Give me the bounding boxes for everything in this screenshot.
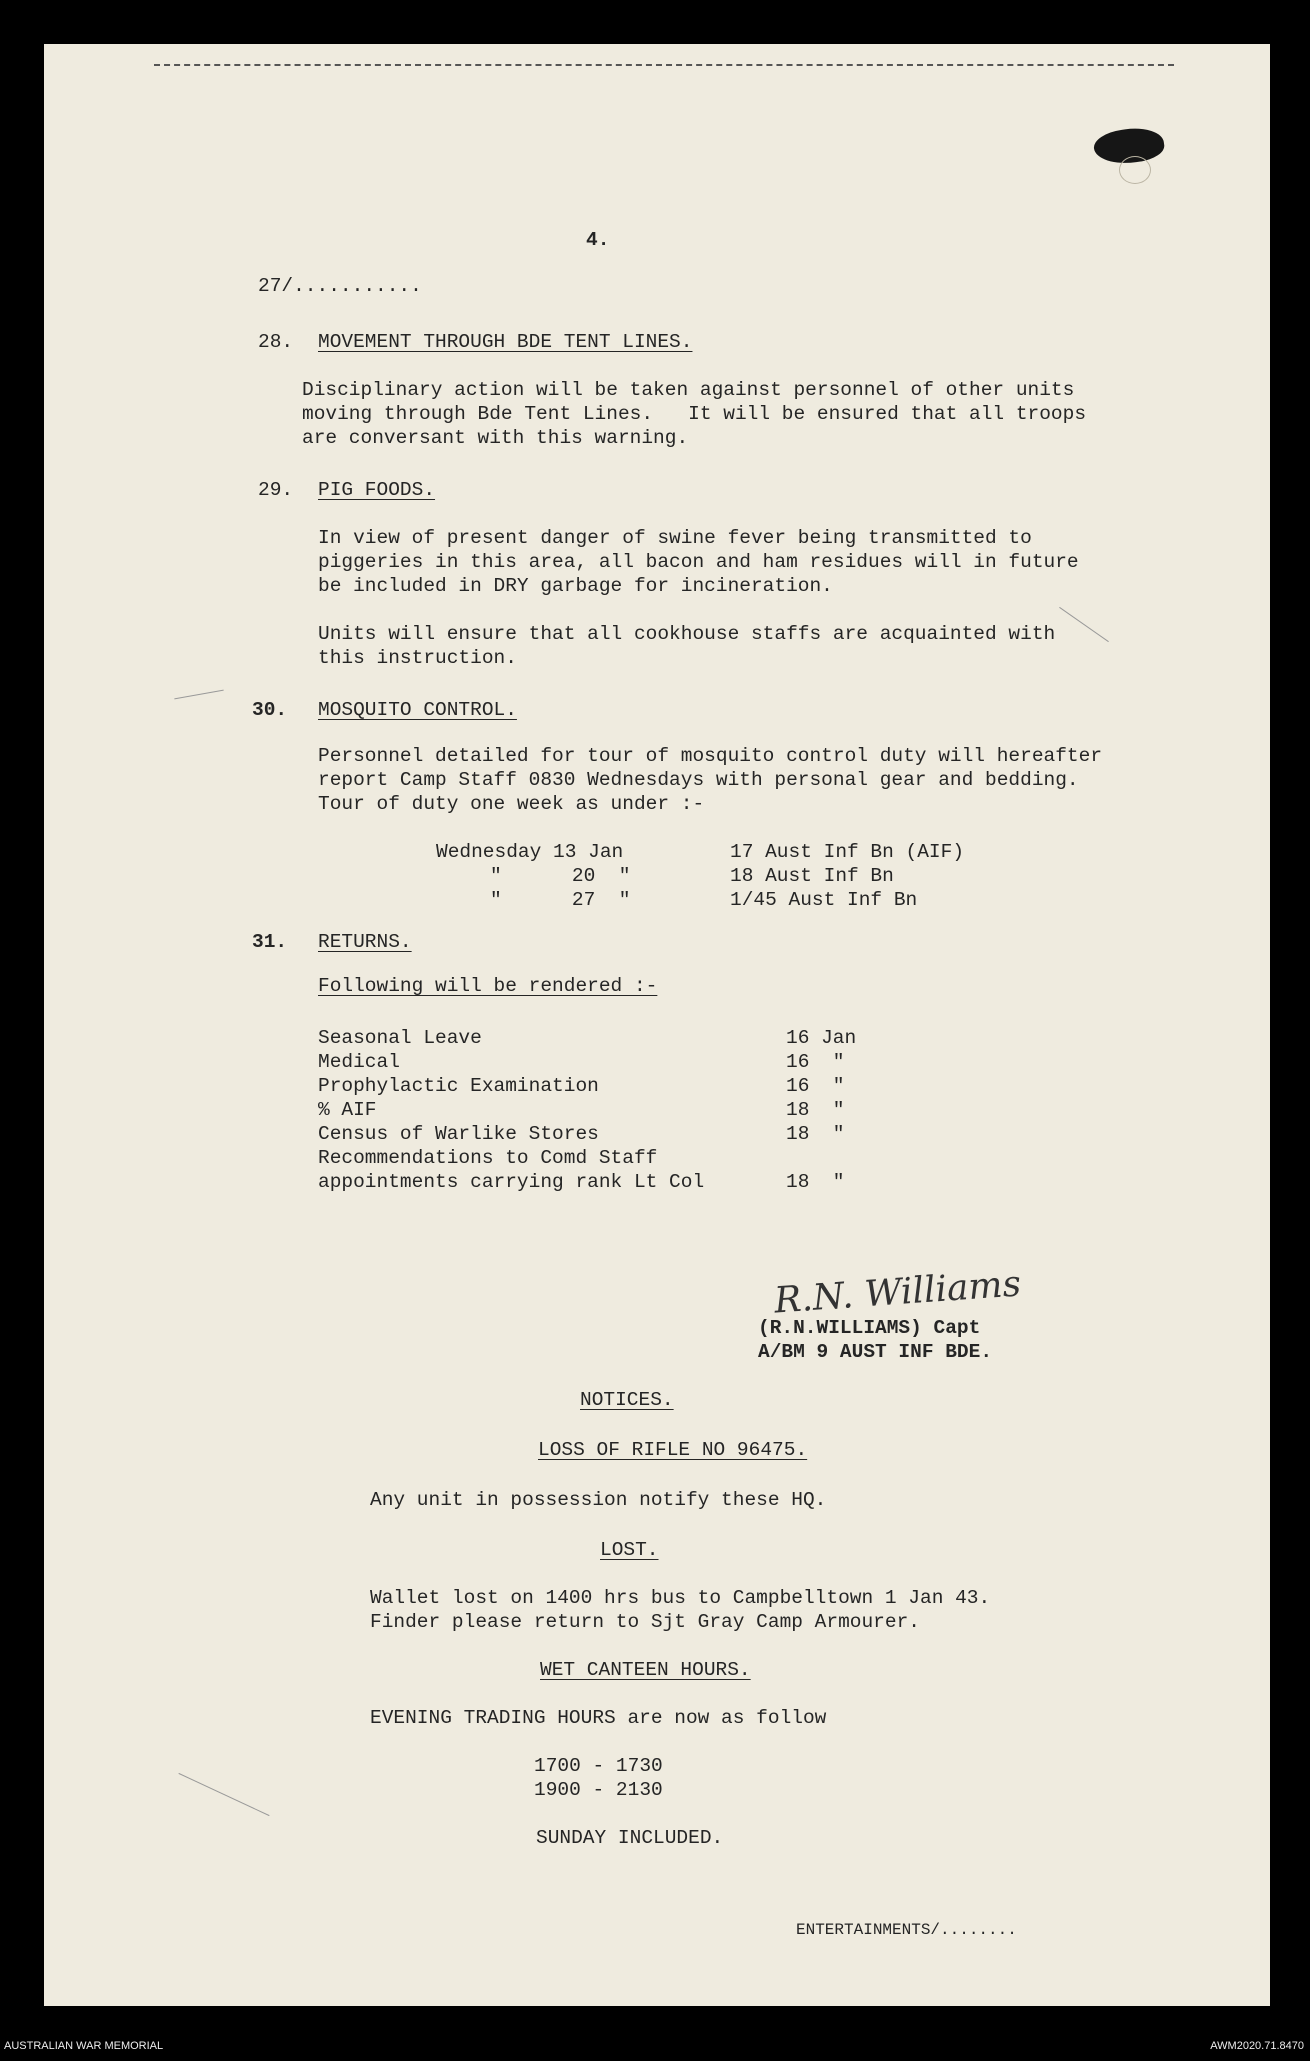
paragraph-line: Personnel detailed for tour of mosquito control duty will hereafter — [318, 745, 1103, 767]
return-item: Seasonal Leave — [318, 1027, 482, 1049]
stray-mark — [178, 1773, 269, 1816]
continuation-marker: 27/........... — [258, 275, 422, 297]
footer-right: AWM2020.71.8470 — [1210, 2040, 1304, 2052]
item-heading: PIG FOODS. — [318, 479, 436, 501]
signatory-name: (R.N.WILLIAMS) Capt — [758, 1317, 981, 1339]
handwritten-signature: R.N. Williams — [772, 1263, 1023, 1322]
return-date: 18 " — [786, 1099, 845, 1121]
item-number: 29. — [258, 479, 294, 501]
item-heading: RETURNS. — [318, 931, 412, 953]
paragraph-line: be included in DRY garbage for incineration. — [318, 575, 833, 597]
return-item: Prophylactic Examination — [318, 1075, 599, 1097]
paragraph-line: are conversant with this warning. — [302, 427, 689, 449]
return-date: 18 " — [786, 1171, 845, 1193]
torn-top-edge — [154, 64, 1174, 76]
return-item: Medical — [318, 1051, 400, 1073]
item-heading: MOSQUITO CONTROL. — [318, 699, 517, 721]
footer-left: AUSTRALIAN WAR MEMORIAL — [4, 2040, 164, 2052]
return-item: % AIF — [318, 1099, 377, 1121]
lost-heading: LOST. — [600, 1539, 659, 1561]
schedule-unit: 17 Aust Inf Bn (AIF) — [730, 841, 965, 863]
canteen-heading: WET CANTEEN HOURS. — [540, 1659, 751, 1681]
canteen-hours: 1700 - 1730 — [534, 1755, 663, 1777]
stray-mark — [174, 690, 223, 700]
schedule-unit: 18 Aust Inf Bn — [730, 865, 894, 887]
schedule-day: Wednesday 13 Jan — [436, 841, 624, 863]
page-number: 4. — [586, 229, 610, 251]
paragraph-line: Units will ensure that all cookhouse staffs are acquainted with — [318, 623, 1056, 645]
return-date: 16 " — [786, 1051, 845, 1073]
return-date: 16 " — [786, 1075, 845, 1097]
return-date: 16 Jan — [786, 1027, 857, 1049]
paragraph-line: this instruction. — [318, 647, 517, 669]
return-date: 18 " — [786, 1123, 845, 1145]
rifle-text: Any unit in possession notify these HQ. — [370, 1489, 827, 1511]
paragraph-line: In view of present danger of swine fever being transmitted to — [318, 527, 1032, 549]
lost-line: Finder please return to Sjt Gray Camp Armourer. — [370, 1611, 920, 1633]
schedule-unit: 1/45 Aust Inf Bn — [730, 889, 918, 911]
paragraph-line: Tour of duty one week as under :- — [318, 793, 705, 815]
return-item: Census of Warlike Stores — [318, 1123, 599, 1145]
canteen-intro: EVENING TRADING HOURS are now as follow — [370, 1707, 827, 1729]
rifle-heading: LOSS OF RIFLE NO 96475. — [538, 1439, 808, 1461]
return-item: appointments carrying rank Lt Col — [318, 1171, 705, 1193]
item-number: 28. — [258, 331, 294, 353]
return-item: Recommendations to Comd Staff — [318, 1147, 658, 1169]
item-subheading: Following will be rendered :- — [318, 975, 658, 997]
document-page — [44, 44, 1270, 2006]
lost-line: Wallet lost on 1400 hrs bus to Campbelltown 1 Jan 43. — [370, 1587, 991, 1609]
item-number: 31. — [252, 931, 288, 953]
notices-heading: NOTICES. — [580, 1389, 674, 1411]
punch-hole-mark — [1119, 156, 1151, 184]
paragraph-line: Disciplinary action will be taken against personnel of other units — [302, 379, 1075, 401]
item-heading: MOVEMENT THROUGH BDE TENT LINES. — [318, 331, 693, 353]
paragraph-line: moving through Bde Tent Lines. It will be ensured that all troops — [302, 403, 1087, 425]
canteen-note: SUNDAY INCLUDED. — [536, 1827, 724, 1849]
schedule-day: " 27 " — [490, 889, 631, 911]
stray-mark — [1059, 607, 1109, 642]
schedule-day: " 20 " — [490, 865, 631, 887]
item-number: 30. — [252, 699, 288, 721]
paragraph-line: report Camp Staff 0830 Wednesdays with personal gear and bedding. — [318, 769, 1079, 791]
continued-marker: ENTERTAINMENTS/........ — [796, 1921, 1017, 1939]
paragraph-line: piggeries in this area, all bacon and ham residues will in future — [318, 551, 1079, 573]
signatory-title: A/BM 9 AUST INF BDE. — [758, 1341, 993, 1363]
canteen-hours: 1900 - 2130 — [534, 1779, 663, 1801]
